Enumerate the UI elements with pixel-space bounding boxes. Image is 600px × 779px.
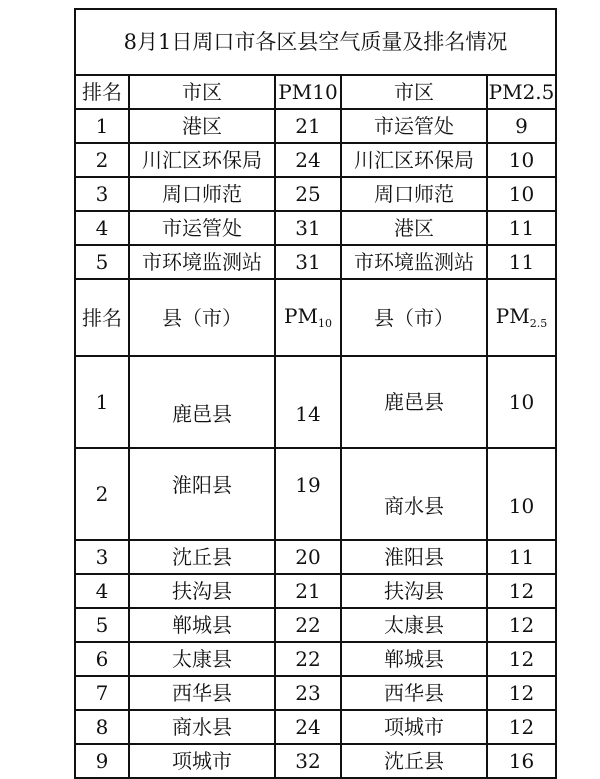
rank-cell: 3: [75, 177, 129, 211]
county-cell: 商水县: [129, 710, 275, 744]
county-cell-2: 太康县: [341, 608, 487, 642]
pm10-cell: 24: [275, 710, 341, 744]
pm25-cell: 10: [487, 448, 556, 540]
district-cell: 市运管处: [129, 211, 275, 245]
rank-cell: 1: [75, 356, 129, 448]
pm25-cell: 12: [487, 642, 556, 676]
county-cell-2: 郸城县: [341, 642, 487, 676]
pm10-cell: 22: [275, 642, 341, 676]
table-row: [75, 109, 556, 143]
section1-header-row: [75, 75, 556, 109]
district-cell: 川汇区环保局: [129, 143, 275, 177]
rank-cell: 4: [75, 574, 129, 608]
header-rank: 排名: [75, 75, 129, 109]
county-cell-2: 项城市: [341, 710, 487, 744]
pm10-cell: 14: [275, 356, 341, 448]
table-row: [75, 710, 556, 744]
rank-cell: 2: [75, 143, 129, 177]
district-cell: 港区: [129, 109, 275, 143]
pm25-cell: 10: [487, 356, 556, 448]
pm10-cell: 21: [275, 109, 341, 143]
pm25-base: PM: [495, 304, 530, 328]
pm10-cell: 25: [275, 177, 341, 211]
county-cell-2: 淮阳县: [341, 540, 487, 574]
pm25-cell: 9: [487, 109, 556, 143]
county-cell-2: 西华县: [341, 676, 487, 710]
rank-cell: 1: [75, 109, 129, 143]
table-row: [75, 676, 556, 710]
pm10-cell: 21: [275, 574, 341, 608]
pm25-cell: 12: [487, 608, 556, 642]
table-row: [75, 608, 556, 642]
header-pm10: [275, 279, 341, 356]
pm10-cell: 20: [275, 540, 341, 574]
district-cell: 周口师范: [129, 177, 275, 211]
rank-cell: 8: [75, 710, 129, 744]
pm10-cell: 19: [275, 448, 341, 540]
table-row: [75, 211, 556, 245]
district-cell: 市环境监测站: [129, 245, 275, 279]
county-cell-2: 商水县: [341, 448, 487, 540]
pm10-subscript: 10: [317, 317, 332, 330]
rank-cell: 9: [75, 744, 129, 778]
county-cell: 沈丘县: [129, 540, 275, 574]
header-district: 市区: [129, 75, 275, 109]
rank-cell: 2: [75, 448, 129, 540]
table-row: [75, 448, 556, 540]
county-cell: 扶沟县: [129, 574, 275, 608]
pm10-cell: 32: [275, 744, 341, 778]
district-cell-2: 港区: [341, 211, 487, 245]
table-row: [75, 574, 556, 608]
district-cell-2: 周口师范: [341, 177, 487, 211]
rank-cell: 5: [75, 245, 129, 279]
table-row: [75, 143, 556, 177]
rank-cell: 7: [75, 676, 129, 710]
table-row: [75, 356, 556, 448]
table-row: [75, 642, 556, 676]
table-row: [75, 540, 556, 574]
pm10-base: PM: [284, 304, 318, 328]
pm25-cell: 11: [487, 245, 556, 279]
rank-cell: 3: [75, 540, 129, 574]
pm10-cell: 31: [275, 211, 341, 245]
header-district-2: 市区: [341, 75, 487, 109]
district-cell-2: 川汇区环保局: [341, 143, 487, 177]
air-quality-table: [74, 8, 557, 779]
pm10-cell: 22: [275, 608, 341, 642]
pm10-cell: 23: [275, 676, 341, 710]
county-cell: 鹿邑县: [129, 356, 275, 448]
section2-header-row: [75, 279, 556, 356]
table-row: [75, 177, 556, 211]
header-pm25: [487, 279, 556, 356]
pm25-cell: 10: [487, 143, 556, 177]
header-rank: 排名: [75, 279, 129, 356]
header-pm25: PM2.5: [487, 75, 556, 109]
county-cell-2: 鹿邑县: [341, 356, 487, 448]
county-cell: 淮阳县: [129, 448, 275, 540]
rank-cell: 4: [75, 211, 129, 245]
pm25-subscript: 2.5: [529, 317, 548, 330]
pm25-cell: 11: [487, 540, 556, 574]
pm10-cell: 24: [275, 143, 341, 177]
pm25-cell: 12: [487, 710, 556, 744]
header-pm10: PM10: [275, 75, 341, 109]
pm25-cell: 16: [487, 744, 556, 778]
header-county-2: 县（市）: [341, 279, 487, 356]
table-title: 8月1日周口市各区县空气质量及排名情况: [75, 9, 556, 75]
table-row: [75, 245, 556, 279]
county-cell: 太康县: [129, 642, 275, 676]
county-cell: 郸城县: [129, 608, 275, 642]
district-cell-2: 市环境监测站: [341, 245, 487, 279]
table-row: [75, 744, 556, 778]
rank-cell: 5: [75, 608, 129, 642]
county-cell-2: 沈丘县: [341, 744, 487, 778]
rank-cell: 6: [75, 642, 129, 676]
pm25-cell: 12: [487, 574, 556, 608]
county-cell: 西华县: [129, 676, 275, 710]
pm10-cell: 31: [275, 245, 341, 279]
county-cell-2: 扶沟县: [341, 574, 487, 608]
district-cell-2: 市运管处: [341, 109, 487, 143]
pm25-cell: 12: [487, 676, 556, 710]
pm25-cell: 10: [487, 177, 556, 211]
county-cell: 项城市: [129, 744, 275, 778]
pm25-cell: 11: [487, 211, 556, 245]
header-county: 县（市）: [129, 279, 275, 356]
